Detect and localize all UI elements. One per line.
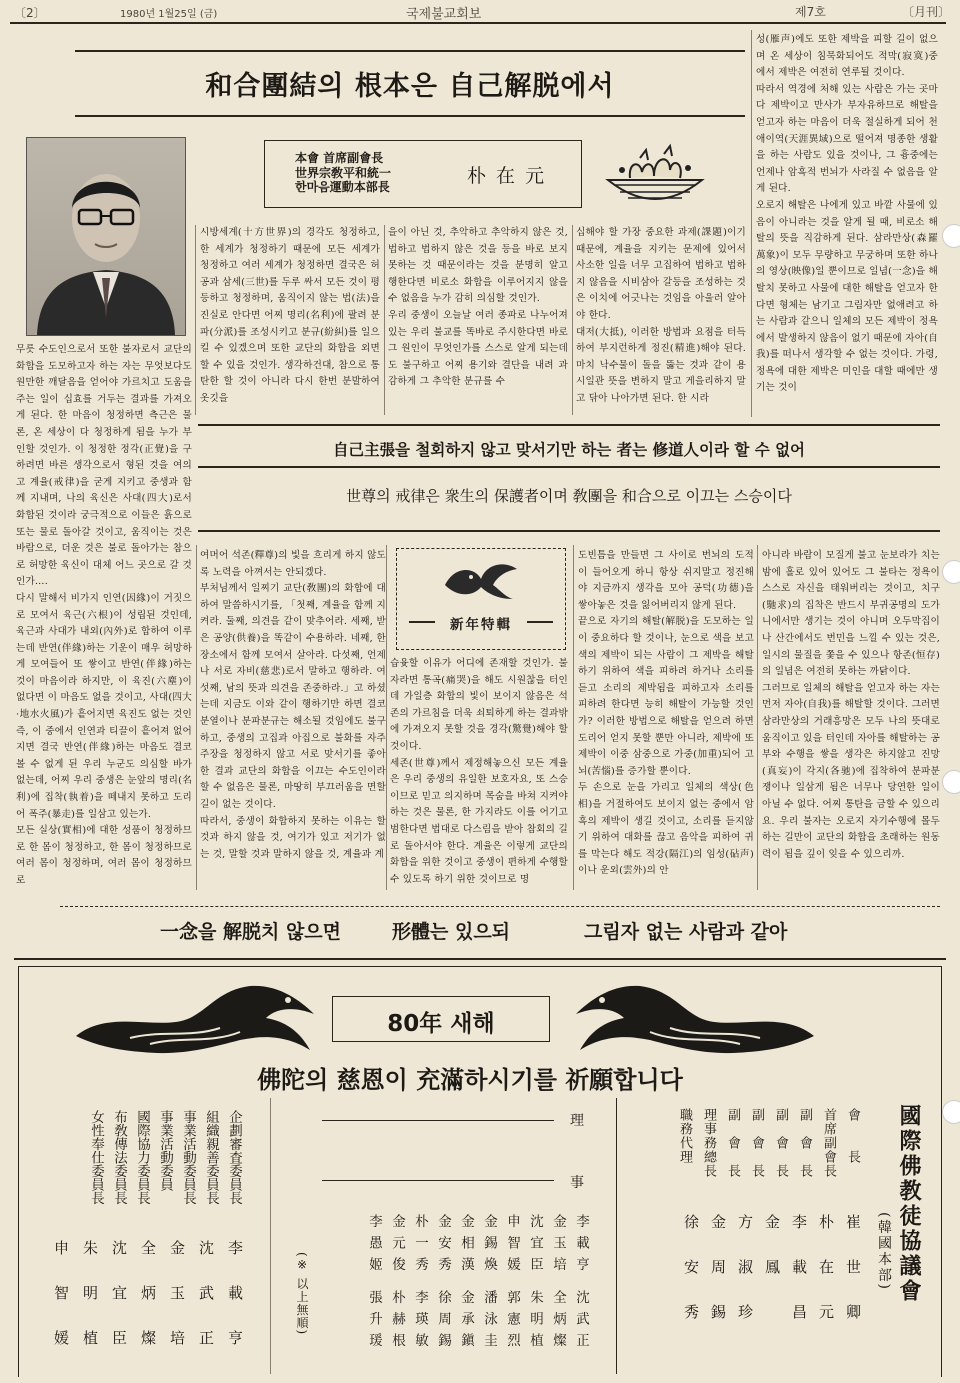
director-name: 朱明植 [527, 1290, 543, 1355]
slogan-part: 그림자 없는 사람과 같아 [584, 921, 788, 943]
title-rule-top [75, 50, 745, 52]
officer-role: 職務代理 [677, 1108, 692, 1164]
column-divider [195, 225, 196, 415]
officer-name: 李載昌 [790, 1214, 808, 1349]
byline-titles [295, 151, 391, 195]
directors-row-1 [318, 1214, 590, 1279]
column-divider [384, 225, 385, 415]
greeting-text: 佛陀의 慈恩이 充滿하시기를 祈願합니다 [257, 1065, 683, 1094]
director-name: 朴赫根 [389, 1290, 405, 1355]
director-name: 朴一秀 [412, 1214, 428, 1279]
slogan-part: 一念을 解脱치 않으면 [160, 921, 341, 943]
binder-hole [942, 560, 960, 584]
title-rule-bottom [75, 115, 745, 117]
director-name: 李瑛敏 [412, 1290, 428, 1355]
director-name: 徐周錫 [435, 1290, 451, 1355]
subheadline-1: 自己主張을 철회하지 않고 맞서기만 하는 者는 修道人이라 할 수 없어 [332, 441, 806, 459]
subhead-rule [198, 466, 940, 468]
directors-note: (※ 以上無順) [295, 1252, 309, 1336]
directors-row-2 [318, 1290, 590, 1355]
director-name: 全炳燦 [550, 1290, 566, 1355]
article-column-4: 십해야 할 가장 중요한 과제(課題)이기 때문에, 계율을 지키는 문제에 있어서 사소한 일을 너무 고집하여 법하고 법하지 않음을 시비삼아 갈등을 조성하는 것은 이치에 어긋나는 것임을 아울러 알아야 한다. 대저(大抵), 이러한 방법과 요점을 터득하여 부지런하게 정진(精進)해야 된다. 마치 낙수물이 돌을 뚫는 것과 같이 용시일관 뜻을 변하지 말고 게을리하지 말고 닦아 나아가면 된다. 한 시라 [576, 227, 746, 404]
directors-rule [322, 1120, 554, 1121]
publication-cycle: 〔月刊〕 [902, 5, 951, 19]
organization-name: 國際佛教徒協議會 [896, 1104, 922, 1304]
officer-name: 徐安秀 [682, 1214, 700, 1349]
label-rule [409, 621, 435, 623]
ad-divider [270, 1098, 271, 1374]
newyear-special-label: 新年特輯 [450, 617, 512, 633]
director-name: 沈武正 [573, 1290, 589, 1355]
committee-role: 布敎傳法委員長 [111, 1110, 127, 1205]
phoenix-icon [435, 555, 525, 605]
column-divider [196, 545, 197, 890]
slogan-part: 形體는 있으되 [392, 921, 511, 943]
director-name: 郭憲烈 [504, 1290, 520, 1355]
director-name: 李愚姬 [366, 1214, 382, 1279]
column-divider [573, 545, 574, 890]
subhead-rule [198, 424, 940, 426]
committee-member-name: 沈宜臣 [110, 1240, 128, 1375]
committee-role: 國際協力委員長 [134, 1110, 150, 1205]
article-column-9: 아니라 바람이 모질게 불고 눈보라가 치는 밤에 홀로 있어 있어도 그 불타는 정욕이 스스로 자신을 태워버리는 것이고, 치구(馳求)의 집착은 반드시 부귀공명의 도가니에서만 생기는 것이 아니며 오두막집이나 산간에서도 번민을 느낄 수 있는 것은, 일시의 물질을 쫓을 수 있으나 항존(恒存)의 일념은 여전히 못하는 까닭이다. 그러므로 일체의 해탈을 얻고자 하는 자는 먼저 자아(自我)를 해탈할 것이다. 그러면 삼라만상의 거래흥망은 모두 나의 뜻대로 움직이고 있을 터인데 자아를 해탈하는 공부와 수행을 쌓을 생각은 하지않고 진망(真妄)이 각지(各驰)에 집착하여 분파분쟁이나 일삼게 됨은 너무나 당연한 일이 아닐 수 없다. 어찌 통탄을 금할 수 있으리요. 우리 불자는 오로지 자기수행에 몰두하는 길만이 교단의 화합을 초래하는 원동력이 됨을 깊이 잊을 수 있으리까. [762, 550, 940, 860]
committee-role-list [54, 1110, 244, 1230]
committee-member-name: 申智媛 [52, 1240, 70, 1375]
header-rule [10, 22, 946, 24]
byline-title-line: 本會 首席副會長 [295, 151, 384, 165]
officer-name: 金周錫 [709, 1214, 727, 1349]
directors-label-bottom: 事 [570, 1175, 584, 1191]
director-name: 金承鎭 [458, 1290, 474, 1355]
article-column-5: 성(雁声)에도 또한 제박을 피할 길이 없으며 온 세상이 침묵화되어도 적막(寂寞)중에서 제박은 여전히 연루될 것이다. 따라서 역경에 처해 있는 사람은 가는 곳마다 제박이고 만사가 부자유하므로 해탈을 얻고자 하는 마음이 더욱 절실하게 되어 천애이역(天涯異域)으로 떨어져 명종한 생활을 하는 사람도 있을 것이나, 그 흉중에는 언제나 암흑적 번뇌가 사라질 수 없음을 알게 된다. 오로지 해탈은 나에게 있고 바깥 사물에 있음이 아니라는 것을 알게 될 때, 비로소 해탈의 뜻을 직감하게 된다. 삼라만상(森羅萬象)이 모두 무량하고 무궁하며 또한 하나의 영상(映像)일 뿐이므로 일념(一念)을 해탈치 못하고 사물에 대한 해탈을 얻고자 한다면 형체는 남기고 그림자만 없애려고 하는 사람과 같으니 일체의 모든 제박이 정욕에서 발생하지 않음이 없기 때문에 자아(自我)를 떠나서 생각할 수 없는 것이다. 가령, 정욕에 대한 제박은 미인을 대할 때에만 생기는 것이 [756, 34, 938, 394]
directors-rule [322, 1180, 554, 1181]
officer-role: 首席副會長 [821, 1108, 836, 1178]
article-column-8: 도빈틈을 만들면 그 사이로 번뇌의 도적이 들어오게 하니 항상 쉬지말고 정진해야 지금까지 생각을 모아 공덕(功德)을 쌓아놓은 것을 잃어버리지 않게 된다. 끝으로 자기의 해탈(解脱)을 도모하는 일이 중요하다 할 것이나, 눈으로 색을 보고 색의 제박이 되는 사람이 그 제박을 해탈하기 위하여 색을 피하려 하거나 소리를 듣고 소리의 제박됨을 피하고자 소리를 피하려 한다면 능히 해탈이 가능할 것인가? 이러한 방법으로 해탈을 얻으려 하면 도리어 얻지 못할 뿐만 아니라, 제박에 또 제박이 이중 삼중으로 가중(加重)되어 고뇌(苦惱)를 증가할 뿐이다. 두 손으로 눈을 가리고 일체의 색상(色相)을 거절하여도 보이지 없는 중에서 암흑의 제박이 생길 것이고, 소리를 듣지않기 위하여 대화를 끊고 음악을 피하여 귀를 막는다 해도 적강(隔江)의 임성(砧声)이나 운외(雲外)의 안 [578, 550, 754, 877]
newyear-special-box [396, 548, 566, 650]
byline-box [264, 140, 582, 208]
officer-name: 崔世卿 [844, 1214, 862, 1349]
officer-name-list [640, 1214, 862, 1349]
binder-hole [942, 770, 960, 794]
committee-member-name: 朱明植 [81, 1240, 99, 1375]
portrait-photo [26, 137, 186, 336]
column-divider [757, 545, 758, 890]
ad-divider [616, 1098, 617, 1374]
page-number: 〔2〕 [14, 6, 46, 20]
subhead-rule [198, 530, 940, 532]
committee-member-name: 金玉培 [168, 1240, 186, 1375]
phoenix-right-icon [570, 978, 820, 1060]
director-name: 金相漢 [458, 1214, 474, 1279]
officer-name: 金鳳 [763, 1214, 781, 1304]
director-name: 申智媛 [504, 1214, 520, 1279]
slogan-rule-top [60, 906, 940, 907]
main-headline: 和合團結의 根本은 自己解脱에서 [205, 71, 615, 102]
committee-name-list [52, 1240, 244, 1375]
slogan-band [0, 915, 960, 951]
officer-role-list [640, 1108, 862, 1188]
officer-role: 理事務總長 [701, 1108, 716, 1178]
committee-role: 事業活動委員 [157, 1110, 173, 1191]
director-name: 金安秀 [435, 1214, 451, 1279]
officer-role: 副 會 長 [773, 1108, 788, 1178]
byline-title-line: 한마음運動本部長 [295, 180, 390, 194]
director-name: 沈宜臣 [527, 1214, 543, 1279]
column-divider [751, 30, 752, 417]
director-name: 潘泳圭 [481, 1290, 497, 1355]
director-name: 張升瑗 [366, 1290, 382, 1355]
officer-name: 方淑珍 [736, 1214, 754, 1349]
byline-title-line: 世界宗敎平和統一 [295, 165, 392, 180]
committee-member-name: 沈武正 [197, 1240, 215, 1375]
committee-member-name: 李載亨 [226, 1240, 244, 1375]
paper-name: 국제불교회보 [406, 7, 482, 22]
article-column-7: 습윳할 이유가 어디에 존재할 것인가. 불자라면 통곡(痛哭)을 해도 시원찮을 터인데 가일층 화합의 빛이 보이지 않음은 석존의 가르침을 더욱 쇠퇴하게 하는 결과밖에 가져오지 못할 것을 경각(驚覺)해야 할 것이다. 세존(世尊)께서 제정해놓으신 모든 계율은 우리 중생의 유일한 보호자요, 또 스승이므로 믿고 의지하며 목숨을 바쳐 지켜야 하는 것은 물론, 한 가지라도 이를 어기고 범한다면 법대로 다스림을 받아 참회의 길로 돌아서야 한다. 계율은 이렇게 교단의 화합을 위한 것이고 중생이 편하게 수행할 수 있도록 하기 위한 것이므로 명 [390, 658, 568, 885]
director-name: 金元俊 [389, 1214, 405, 1279]
director-name: 金錫煥 [481, 1214, 497, 1279]
officer-role: 副 會 長 [749, 1108, 764, 1178]
officer-name: 朴在元 [817, 1214, 835, 1349]
committee-role: 組織親善委員長 [203, 1110, 219, 1205]
year-title: 80年 새해 [387, 1011, 495, 1037]
director-name: 金玉培 [550, 1214, 566, 1279]
binder-hole [942, 1100, 960, 1124]
committee-role: 事業活動委員長 [180, 1110, 196, 1205]
article-column-6: 여머어 석존(釋尊)의 빛을 흐리게 하지 않도록 노력을 아껴서는 안되겠다. 부처님께서 일찌기 교단(敎團)의 화합에 대하여 말씀하시기를, 「첫째, 계율을 함께 지켜라. 둘째, 의견을 같이 맞추어라. 세째, 받은 공양(供養)을 똑같이 수용하라. 네째, 한 장소에서 함께 모여서 살아라. 다섯째, 언제나 서로 자비(慈悲)로서 말하고 행하라. 여섯째, 남의 뜻과 의견을 존중하라.」고 하셨는데 지금도 이와 같이 행하기만 하면 결코 분열이나 분파분규는 해소될 것임에도 불구하고, 중생의 고집과 아집으로 불화를 자주 주장을 청정하지 않고 서로 맞서기를 좋아한 결과 교단의 화합을 이끄는 수도인이라 할 수 없음은 물론, 마땅히 부끄러움을 면할 길이 없는 것이다. 따라서, 중생이 화합하지 못하는 이유는 할 것과 하지 않을 것, 여기가 있고 저기가 없는 것, 말할 것과 말하지 않을 것, 계율과 계 [200, 550, 386, 860]
officer-role: 副 會 長 [725, 1108, 740, 1178]
committee-role: 女性奉仕委員長 [88, 1110, 104, 1205]
label-rule [527, 621, 553, 623]
organization-sub: (韓國本部) [876, 1212, 892, 1291]
subheadline-2: 世尊의 戒律은 衆生의 保護者이며 敎團을 和合으로 이끄는 스승이다 [346, 487, 792, 505]
directors-label-top: 理 [570, 1113, 584, 1129]
article-column-1: 무릇 수도인으로서 또한 불자로서 교단의 화합을 도모하고자 하는 자는 무엇보다도 원만한 깨달음을 얻어야 가르치고 도움을 주는 일이 십효를 거두는 결과를 가져오게 된다. 한 마음이 청정하면 측근은 물론, 온 세상이 다 청정하게 됨을 누가 부인할 것인가. 이 청정한 정각(正覺)을 구하려면 바른 생각으로서 형된 것을 여의고 계율(戒律)을 굳게 지키고 중생과 함께 지내며, 나의 육신은 사대(四大)로서 화합된 것이라 궁극적으로 이들은 흙으로 또는 물로 돌아갈 것이고, 움직이는 것은 바람으로, 더운 것은 불로 돌아가는 참으로 허망한 육신이 대체 어느 곳으로 갈 것인가…. 다시 말해서 비가지 인연(因緣)이 거짓으로 모여서 육근(六根)이 성립된 것인데, 육근과 사대가 내외(內外)로 합하여 이루는데 반연(伴緣)하는 기운이 매우 허망하게 모여들어 또 쌓이고 반연(伴緣)하는 것이 마음이라 하지만, 이 육진(六塵)이 없다면 이 마음도 없을 것이고, 사대(四大·地水火風)가 흩어지면 육진도 없는 것인즉, 이 중에서 인연과 티끌이 흩어져 없어지면 결국 반연(伴緣)하는 마음도 결코 볼 수 없게 된 우리 누군도 의심할 바가 없는데, 어찌 우리 중생은 눈앞의 명리(名利)에 집착(執着)을 떼내지 못하고 도리어 폭주(暴走)를 일삼고 있는가. 모든 실상(實相)에 대한 성품이 청정하므로 한 몸이 청정하고, 한 몸이 청정하므로 여러 몸이 청정하며, 여러 몸이 청정하므로 [16, 344, 192, 886]
issue-number: 제7호 [795, 5, 826, 19]
portrait-icon [27, 138, 185, 335]
officer-role: 副 會 長 [797, 1108, 812, 1178]
committee-role: 企劃審査委員長 [226, 1110, 242, 1205]
phoenix-left-icon [70, 978, 320, 1060]
year-title-box [332, 996, 550, 1042]
committee-member-name: 全炳燦 [139, 1240, 157, 1375]
column-divider [572, 225, 573, 415]
column-divider [386, 545, 387, 890]
issue-date: 1980년 1월25일 (금) [120, 9, 218, 20]
article-column-2: 시방세계(十方世界)의 경각도 청정하고, 한 세계가 청정하기 때문에 모든 세계가 청정하고 여러 세계가 청정하면 결국은 허공과 삼세(三世)를 두루 싸서 모든 것이 평등하고 청정하며, 움직이지 않는 법(法)을 진실로 안다면 어찌 명리(名利)에 팔려 분파(分派)를 조성시키고 분규(紛糾)를 일으킬 수 있겠으며 또한 교단의 화합을 외면할 수 있을 것인가. 생각하건대, 참으로 통탄한 할 것이 아니라 다시 한번 분발하여 옷깃을 [200, 227, 380, 404]
ad-top-rule [14, 958, 946, 960]
bird-nest-icon [600, 140, 710, 210]
binder-hole [942, 224, 960, 248]
author-name: 朴 在 元 [467, 165, 547, 187]
director-name: 李載亨 [573, 1214, 589, 1279]
article-column-3: 을이 아닌 것, 추악하고 추악하지 않은 것, 법하고 법하지 않은 것을 등을 바로 보지 못하는 것 때문이라는 것을 분명히 알고 행한다면 비로소 화합을 이루어지지 않을 수 없음을 누가 감히 의심할 것인가. 우리 중생이 오늘날 여러 종파로 나누어져 있는 우리 불교를 똑바로 주시한다면 바로 그 원인이 무엇인가를 스스로 알게 되는데도 불구하고 어찌 용기와 결단을 내려 과감하게 그 추악한 분규를 수 [388, 227, 568, 388]
officer-role: 會 長 [845, 1108, 860, 1164]
